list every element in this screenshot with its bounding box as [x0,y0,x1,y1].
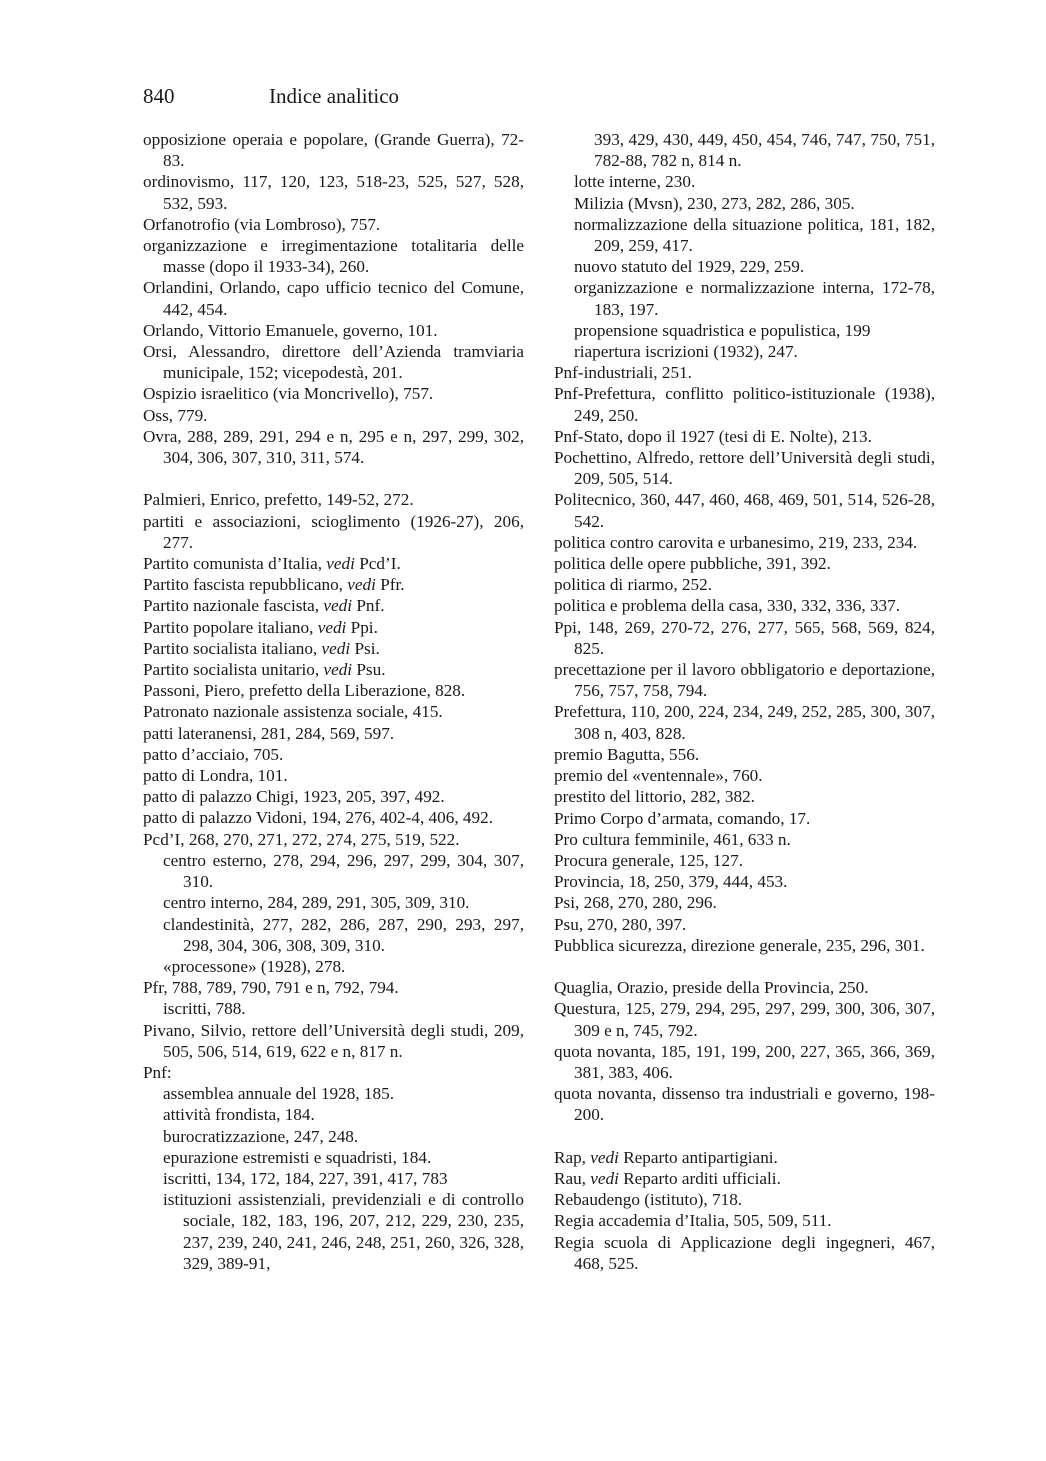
entry-text: Rau, [554,1168,591,1188]
index-entry [554,362,935,383]
entry-text: organizzazione e normalizzazione interna, 172-78, 183, 197. [574,278,935,319]
entry-text: Partito socialista italiano, [143,638,322,658]
index-entry [554,998,935,1040]
index-entry [143,680,524,701]
section-gap [554,956,935,977]
reference-target: Reparto arditi ufficiali. [618,1168,781,1188]
entry-text: patto di palazzo Vidoni, 194, 276, 402-4, 406, 492. [143,808,493,828]
vedi-reference: vedi [347,575,376,595]
entry-text: Pnf: [143,1062,172,1082]
index-entry [554,129,935,171]
index-entry [554,744,935,765]
vedi-reference: vedi [317,617,347,637]
index-subentry [554,277,935,319]
index-subentry [143,1126,524,1147]
entry-text: centro esterno, 278, 294, 296, 297, 299, 304, 307, 310. [163,850,524,892]
index-entry [143,235,524,277]
entry-text: centro interno, 284, 289, 291, 305, 309, 310. [163,893,470,913]
index-subentry [143,850,524,892]
entry-text: istituzioni assistenziali, previdenziali e di controllo sociale, 182, 183, 196, 207, 212, 229, 230, 235, 237, 239, 240, 241, 246, 248, 251, 260, 326, 328, 329, 389-91, [163,1190,524,1273]
entry-text: Rebaudengo (istituto), 718. [554,1190,743,1210]
reference-target: Psu. [352,660,386,680]
index-entry [143,383,524,404]
index-subentry [554,214,935,256]
index-entry [554,1210,935,1231]
entry-text: quota novanta, 185, 191, 199, 200, 227, 365, 366, 369, 381, 383, 406. [554,1041,935,1082]
index-entry [143,214,524,235]
index-entry [143,489,524,510]
entry-text: Pfr, 788, 789, 790, 791 e n, 792, 794. [143,978,399,998]
entry-text: Provincia, 18, 250, 379, 444, 453. [554,872,788,892]
entry-text: Patronato nazionale assistenza sociale, 415. [143,702,443,722]
entry-text: normalizzazione della situazione politica, 181, 182, 209, 259, 417. [574,214,935,256]
index-subentry [554,320,935,341]
entry-text: quota novanta, dissenso tra industriali e governo, 198-200. [554,1084,935,1125]
entry-text: Pcd’I, 268, 270, 271, 272, 274, 275, 519, 522. [143,829,460,849]
index-entry [143,320,524,341]
entry-text: Palmieri, Enrico, prefetto, 149-52, 272. [143,490,414,510]
entry-text: «processone» (1928), 278. [163,956,346,976]
entry-text: patto di palazzo Chigi, 1923, 205, 397, 492. [143,787,445,807]
entry-text: lotte interne, 230. [574,172,696,192]
index-entry [143,574,524,595]
section-gap [554,1126,935,1147]
entry-text: Ospizio israelitico (via Moncrivello), 757. [143,384,434,404]
entry-text: attività frondista, 184. [163,1105,315,1125]
entry-text: Prefettura, 110, 200, 224, 234, 249, 252, 285, 300, 307, 308 n, 403, 828. [554,702,935,743]
index-entry [554,892,935,913]
index-subentry [143,892,524,913]
index-entry [554,850,935,871]
index-subentry [554,341,935,362]
index-entry [554,574,935,595]
reference-target: Psi. [350,638,380,658]
index-entry [143,1062,524,1083]
vedi-reference: vedi [590,1168,619,1188]
index-entry [143,129,524,171]
entry-text: Pnf-industriali, 251. [554,363,692,383]
entry-text: politica e problema della casa, 330, 332, 336, 337. [554,596,901,616]
index-subentry [143,1147,524,1168]
index-entry [143,659,524,680]
entry-text: Passoni, Piero, prefetto della Liberazione, 828. [143,681,466,701]
entry-text: Rap, [554,1147,591,1167]
index-subentry [143,914,524,956]
entry-text: assemblea annuale del 1928, 185. [163,1084,395,1104]
entry-text: epurazione estremisti e squadristi, 184. [163,1147,432,1167]
index-entry [554,765,935,786]
index-entry [554,489,935,531]
entry-text: Pnf-Stato, dopo il 1927 (tesi di E. Nolte), 213. [554,426,872,446]
entry-text: riapertura iscrizioni (1932), 247. [574,342,798,362]
entry-text: premio del «ventennale», 760. [554,766,763,786]
index-entry [143,744,524,765]
reference-target: Pfr. [375,575,405,595]
entry-text: Procura generale, 125, 127. [554,850,743,870]
index-entry [554,1232,935,1274]
page-number: 840 [143,84,175,108]
index-entry [554,617,935,659]
index-entry [143,638,524,659]
reference-target: Pcd’I. [354,554,401,574]
entry-text: Pubblica sicurezza, direzione generale, 235, 296, 301. [554,935,925,955]
entry-text: Partito popolare italiano, [143,617,318,637]
entry-text: ordinovismo, 117, 120, 123, 518-23, 525, 527, 528, 532, 593. [143,172,524,213]
entry-text: Milizia (Mvsn), 230, 273, 282, 286, 305. [574,193,855,213]
index-entry [143,426,524,468]
index-entry [554,1189,935,1210]
index-entry [554,553,935,574]
entry-text: opposizione operaia e popolare, (Grande Guerra), 72-83. [143,130,524,171]
entry-text: patto d’acciaio, 705. [143,744,284,764]
index-entry [143,1020,524,1062]
entry-text: propensione squadristica e populistica, 199 [574,320,871,340]
entry-text: Primo Corpo d’armata, comando, 17. [554,808,811,828]
index-subentry [143,1104,524,1125]
entry-text: Ppi, 148, 269, 270-72, 276, 277, 565, 568, 569, 824, 825. [554,617,935,658]
entry-text: Pnf-Prefettura, conflitto politico-istituzionale (1938), 249, 250. [554,384,935,425]
index-entry [554,1083,935,1125]
entry-text: Orlando, Vittorio Emanuele, governo, 101. [143,320,438,340]
index-entry [554,532,935,553]
entry-text: premio Bagutta, 556. [554,744,700,764]
vedi-reference: vedi [323,660,353,680]
index-entry [143,341,524,383]
index-entry [554,829,935,850]
index-subentry [143,1083,524,1104]
entry-text: Pochettino, Alfredo, rettore dell’Università degli studi, 209, 505, 514. [554,448,935,489]
index-subentry [143,998,524,1019]
entry-text: Pro cultura femminile, 461, 633 n. [554,829,791,849]
entry-text: Quaglia, Orazio, preside della Provincia, 250. [554,978,869,998]
index-entry [554,871,935,892]
entry-text: partiti e associazioni, scioglimento (1926-27), 206, 277. [143,511,524,552]
index-entry [143,511,524,553]
index-entry [143,553,524,574]
index-subentry [143,1189,524,1274]
entry-text: prestito del littorio, 282, 382. [554,787,755,807]
entry-text: Partito fascista repubblicano, [143,575,348,595]
entry-text: Ovra, 288, 289, 291, 294 e n, 295 e n, 297, 299, 302, 304, 306, 307, 310, 311, 574. [143,426,524,468]
entry-text: Questura, 125, 279, 294, 295, 297, 299, 300, 306, 307, 309 e n, 745, 792. [554,999,935,1040]
index-entry [554,1168,935,1189]
index-entry [143,405,524,426]
vedi-reference: vedi [590,1147,619,1167]
entry-text: organizzazione e irregimentazione totalitaria delle masse (dopo il 1933-34), 260. [143,236,524,277]
reference-target: Pnf. [352,596,385,616]
entry-text: Partito nazionale fascista, [143,596,324,616]
entry-text: Regia accademia d’Italia, 505, 509, 511. [554,1211,832,1231]
entry-text: iscritti, 788. [163,999,246,1019]
index-subentry [554,256,935,277]
index-entry [554,426,935,447]
entry-text: iscritti, 134, 172, 184, 227, 391, 417, 783 [163,1168,448,1188]
vedi-reference: vedi [321,638,351,658]
vedi-reference: vedi [326,554,355,574]
index-entry [143,595,524,616]
entry-text: burocratizzazione, 247, 248. [163,1126,359,1146]
entry-text: Orfanotrofio (via Lombroso), 757. [143,214,381,234]
entry-text: Psu, 270, 280, 397. [554,914,687,934]
index-subentry [143,1168,524,1189]
entry-text: clandestinità, 277, 282, 286, 287, 290, 293, 297, 298, 304, 306, 308, 309, 310. [163,914,524,955]
page-header [143,84,399,108]
left-column [143,129,524,1274]
entry-text: patto di Londra, 101. [143,766,288,786]
index-entry [554,701,935,743]
index-entry [143,807,524,828]
entry-text: politica contro carovita e urbanesimo, 219, 233, 234. [554,532,918,552]
index-entry [143,277,524,319]
entry-text: nuovo statuto del 1929, 229, 259. [574,257,805,277]
entry-text: Partito socialista unitario, [143,660,324,680]
index-entry [554,447,935,489]
index-entry [554,914,935,935]
entry-text: Politecnico, 360, 447, 460, 468, 469, 501, 514, 526-28, 542. [554,490,935,531]
reference-target: Ppi. [346,617,378,637]
index-entry [143,701,524,722]
entry-text: politica di riarmo, 252. [554,575,712,595]
index-entry [554,383,935,425]
index-entry [143,171,524,213]
index-entry [143,977,524,998]
entry-text: Partito comunista d’Italia, [143,554,327,574]
entry-text: Pivano, Silvio, rettore dell’Università degli studi, 209, 505, 506, 514, 619, 622 e n, 817 n. [143,1020,524,1061]
reference-target: Reparto antipartigiani. [618,1147,778,1167]
index-subentry [143,956,524,977]
index-subentry [554,171,935,192]
entry-text: Orlandini, Orlando, capo ufficio tecnico del Comune, 442, 454. [143,278,524,319]
index-entry [554,659,935,701]
entry-text: Psi, 268, 270, 280, 296. [554,893,717,913]
index-entry [554,808,935,829]
entry-text: Orsi, Alessandro, direttore dell’Azienda tramviaria municipale, 152; vicepodestà, 201. [143,342,524,383]
page-title: Indice analitico [269,84,400,108]
right-column [554,129,935,1274]
section-gap [143,468,524,489]
entry-text: politica delle opere pubbliche, 391, 392. [554,554,831,574]
index-entry [143,786,524,807]
vedi-reference: vedi [323,596,353,616]
index-entry [143,765,524,786]
entry-text: patti lateranensi, 281, 284, 569, 597. [143,723,395,743]
index-entry [143,617,524,638]
entry-text: Oss, 779. [143,405,208,425]
index-entry [554,1147,935,1168]
entry-text: precettazione per il lavoro obbligatorio e deportazione, 756, 757, 758, 794. [554,660,935,701]
index-entry [143,723,524,744]
entry-text: 393, 429, 430, 449, 450, 454, 746, 747, 750, 751, 782-88, 782 n, 814 n. [594,130,935,171]
index-subentry [554,193,935,214]
index-entry [554,786,935,807]
entry-text: Regia scuola di Applicazione degli ingegneri, 467, 468, 525. [554,1232,935,1273]
index-entry [143,829,524,850]
index-entry [554,935,935,956]
index-entry [554,595,935,616]
index-entry [554,1041,935,1083]
index-entry [554,977,935,998]
